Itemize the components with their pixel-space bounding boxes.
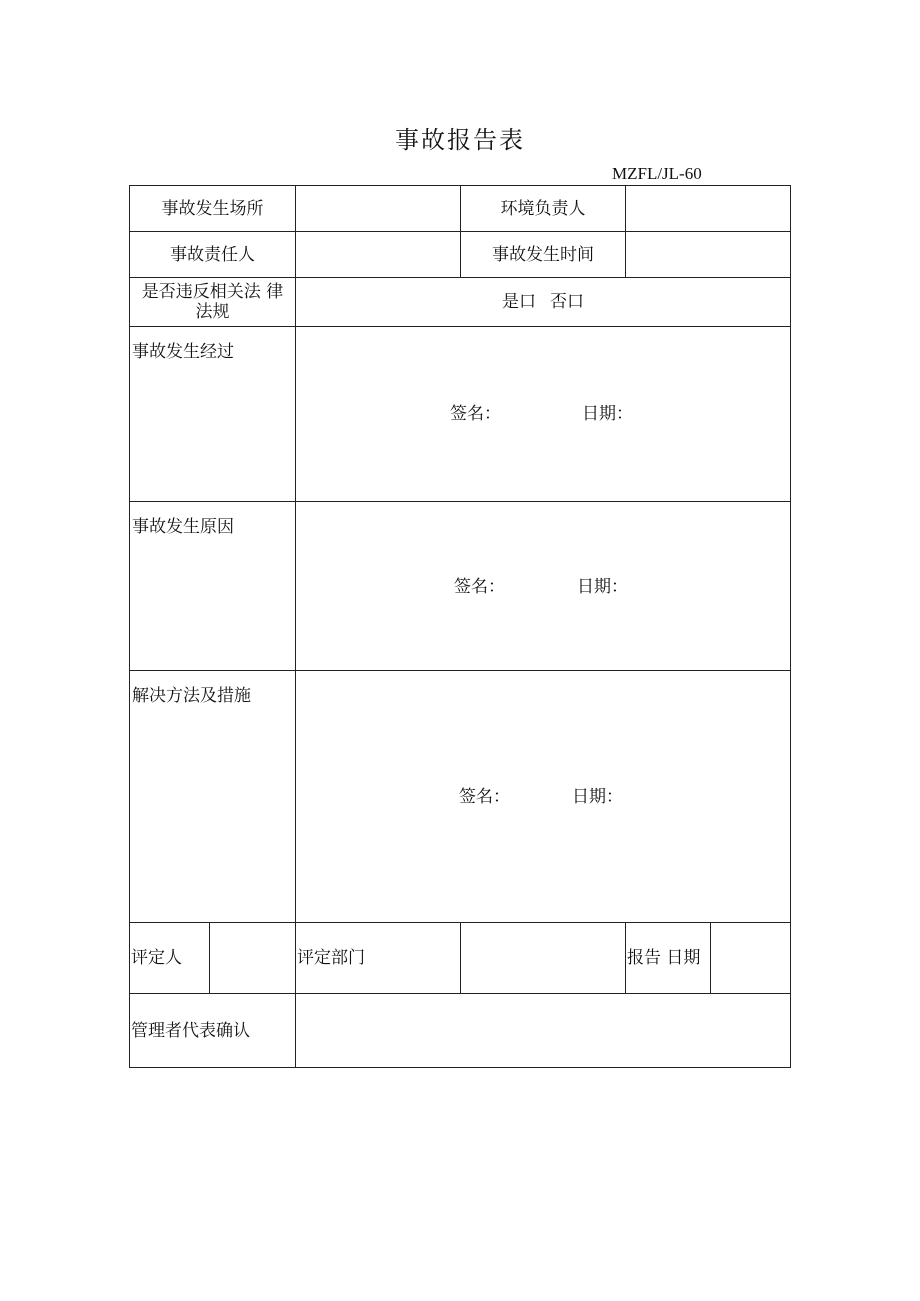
process-label: 事故发生经过 — [129, 326, 296, 502]
solution-label: 解决方法及措施 — [129, 670, 296, 923]
mgmt-confirm-field[interactable] — [295, 993, 791, 1068]
cause-field[interactable] — [295, 501, 791, 671]
evaluator-field[interactable] — [209, 922, 296, 994]
form-title: 事故报告表 — [395, 126, 525, 154]
time-label: 事故发生时间 — [460, 231, 626, 278]
violation-yes-checkbox[interactable]: 是口 — [502, 292, 536, 312]
responsible-field[interactable] — [295, 231, 461, 278]
solution-field[interactable] — [295, 670, 791, 923]
dept-field[interactable] — [460, 922, 626, 994]
process-sign-label: 签名： — [450, 404, 501, 424]
violation-label: 是否违反相关法 律法规 — [129, 277, 296, 327]
env-manager-label: 环境负责人 — [460, 185, 626, 232]
location-field[interactable] — [295, 185, 461, 232]
report-date-field[interactable] — [710, 922, 791, 994]
cause-label: 事故发生原因 — [129, 501, 296, 671]
mgmt-confirm-label: 管理者代表确认 — [129, 993, 296, 1068]
evaluator-label: 评定人 — [129, 922, 210, 994]
time-field[interactable] — [625, 231, 791, 278]
location-label: 事故发生场所 — [129, 185, 296, 232]
violation-no-checkbox[interactable]: 否口 — [550, 292, 584, 312]
violation-options — [295, 277, 791, 327]
process-field[interactable] — [295, 326, 791, 502]
cause-sign-label: 签名： — [454, 577, 505, 597]
dept-label: 评定部门 — [295, 922, 461, 994]
cause-date-label: 日期： — [577, 577, 628, 597]
report-date-label: 报告 日期 — [625, 922, 711, 994]
solution-date-label: 日期： — [572, 787, 623, 807]
responsible-label: 事故责任人 — [129, 231, 296, 278]
form-code: MZFL/JL-60 — [612, 164, 702, 183]
solution-sign-label: 签名： — [459, 787, 510, 807]
process-date-label: 日期： — [582, 404, 633, 424]
env-manager-field[interactable] — [625, 185, 791, 232]
